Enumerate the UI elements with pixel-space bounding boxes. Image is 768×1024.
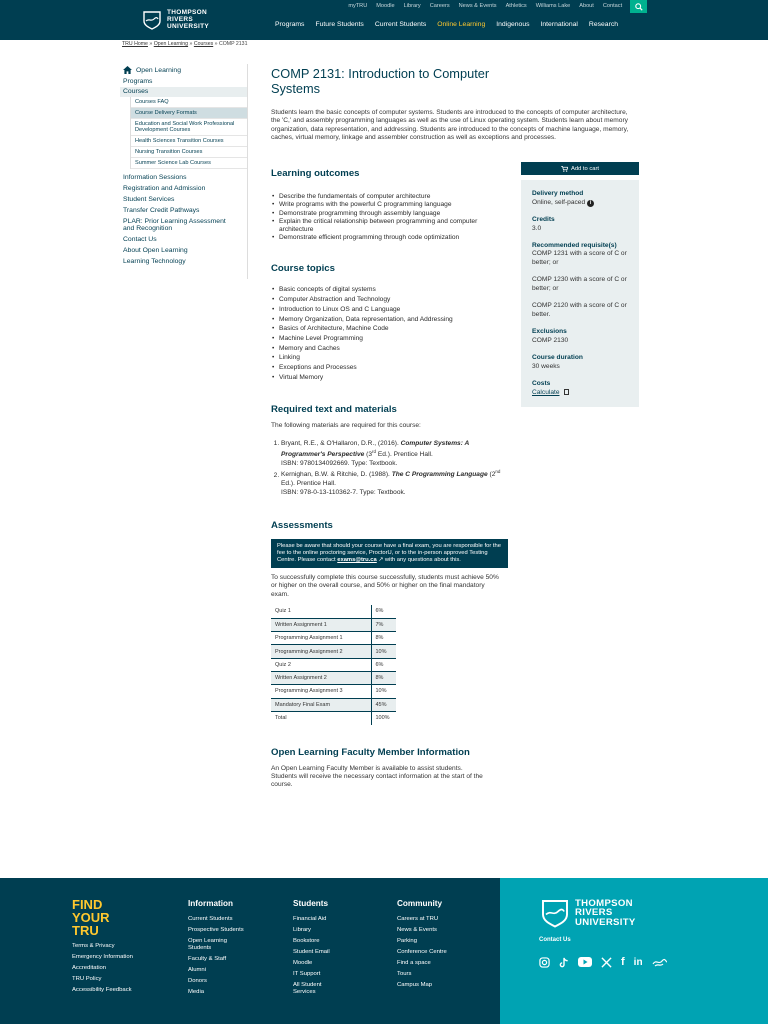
footer-link-policy[interactable]: TRU Policy — [72, 976, 102, 982]
table-cell: Programming Assignment 1 — [271, 632, 371, 645]
sidebar-item-contact[interactable]: Contact Us — [123, 236, 157, 243]
course-details-card — [521, 180, 639, 407]
sidebar-nav — [120, 64, 248, 279]
material-1-isbn: ISBN: 9780134092669. Type: Textbook. — [281, 459, 398, 467]
util-link-contact[interactable]: Contact — [602, 3, 623, 9]
footer-link[interactable]: Conference Centre — [397, 949, 447, 955]
list-item: • Introduction to Linux OS and C Language — [271, 305, 511, 315]
util-link-news[interactable]: News & Events — [458, 3, 497, 9]
materials-list — [271, 440, 507, 497]
breadcrumb-open-learning[interactable]: Open Learning — [153, 41, 189, 47]
tru-shield-icon — [540, 898, 570, 928]
material-2-authors: Kernighan, B.W. & Ritchie, D. (1988). — [281, 471, 392, 479]
find-your-tru[interactable] — [72, 898, 110, 937]
material-2-title: The C Programming Language — [391, 471, 488, 479]
util-link-athletics[interactable]: Athletics — [505, 3, 527, 9]
table-cell: Written Assignment 2 — [271, 671, 371, 684]
table-cell: 6% — [371, 658, 396, 671]
list-item: • Memory Organization, Data representation, and Addressing — [271, 315, 511, 325]
footer-link-accessibility[interactable]: Accessibility Feedback — [72, 987, 132, 993]
material-item — [281, 440, 507, 469]
sidebar-item-courses[interactable]: Courses — [120, 87, 247, 97]
page-title: COMP 2131: Introduction to Computer Systems — [271, 66, 490, 96]
tru-logo[interactable] — [142, 9, 209, 30]
delivery-method-text: Online, self-paced — [532, 199, 586, 206]
table-cell: 8% — [371, 632, 396, 645]
sidebar-item-about[interactable]: About Open Learning — [123, 247, 188, 254]
material-2-sup: nd — [495, 469, 501, 475]
utility-nav — [339, 3, 647, 9]
materials-intro: The following materials are required for this course: — [271, 422, 421, 430]
footer-heading: Students — [293, 899, 329, 908]
nav-indigenous[interactable]: Indigenous — [496, 21, 530, 28]
sidebar-list — [120, 172, 247, 267]
util-link-careers[interactable]: Careers — [429, 3, 450, 9]
footer-link[interactable]: Media — [188, 989, 205, 995]
footer-link[interactable]: IT Support — [293, 971, 321, 977]
table-cell: Total — [275, 715, 287, 722]
tiktok-icon[interactable] — [559, 957, 569, 968]
logo-line-3: UNIVERSITY — [575, 916, 636, 928]
footer-link-terms[interactable]: Terms & Privacy — [72, 943, 115, 949]
credits-label: Credits — [532, 216, 555, 223]
add-to-cart-button[interactable] — [521, 162, 639, 175]
table-row — [271, 671, 396, 684]
footer-heading: Information — [188, 899, 234, 908]
util-link-moodle[interactable]: Moodle — [376, 3, 395, 9]
faculty-text: An Open Learning Faculty Member is available to assist students. Students will receive the necessary contact information at the start of the course. — [271, 764, 483, 789]
sidebar-sub-courses-faq[interactable]: Courses FAQ — [131, 97, 247, 108]
sidebar-item-programs[interactable]: Programs — [123, 78, 153, 85]
sidebar-item-learning-tech[interactable]: Learning Technology — [123, 258, 186, 265]
info-icon[interactable]: i — [587, 200, 594, 207]
table-row — [271, 685, 396, 698]
material-1-edition: (3 — [364, 451, 373, 459]
util-link-mytru[interactable]: myTRU — [348, 3, 368, 9]
material-1-authors: Bryant, R.E., & O'Hallaron, D.R., (2016). — [281, 439, 401, 447]
delivery-method-label: Delivery method — [532, 190, 584, 197]
exclusions-value: COMP 2130 — [532, 337, 569, 344]
notice-text-end: with any questions about this. — [383, 557, 461, 564]
footer-link[interactable]: Parking — [397, 938, 417, 944]
course-intro: Students learn the basic concepts of computer systems. Students are introduced to the concepts of computer architecture, the 'C,' and assembly programming languages as well as the use of Linux operating system. Students learn about memory organization, data representation, and addressing. Students are introduced to the concepts of machine language, memory, caches, virtual memory, linkage and assembler construction as well as exceptions and processes. — [271, 109, 629, 141]
find-line-3: TRU — [72, 923, 99, 938]
nav-research[interactable]: Research — [588, 21, 619, 28]
search-icon — [635, 3, 643, 11]
nav-online-learning[interactable]: Online Learning — [437, 21, 486, 28]
util-link-about[interactable]: About — [579, 3, 594, 9]
logo-line-3: UNIVERSITY — [167, 23, 210, 30]
sidebar-item-registration[interactable]: Registration and Admission — [123, 185, 206, 192]
sidebar-item-plar[interactable]: PLAR: Prior Learning Assessment and Recognition — [123, 218, 226, 232]
nav-current-students[interactable]: Current Students — [374, 21, 427, 28]
logo-line-1: THOMPSON — [575, 897, 633, 909]
breadcrumb-sep: » — [214, 41, 218, 47]
table-row — [271, 632, 396, 645]
topics-list — [271, 285, 511, 382]
breadcrumb — [122, 41, 247, 47]
footer-links — [72, 941, 133, 996]
table-cell: Programming Assignment 2 — [271, 645, 371, 658]
notice-text: Please be aware that should your course have a final exam, you are responsible for the fee to the online proctoring service, ProctorU, or to the in-person approved Testing Centre. Please contact — [277, 543, 501, 564]
footer-link[interactable]: Library — [293, 927, 312, 933]
footer-link[interactable]: Bookstore — [293, 938, 320, 944]
footer-link[interactable]: Tours — [397, 971, 412, 977]
table-cell: Written Assignment 1 — [271, 618, 371, 631]
external-link-icon: ↗ — [376, 557, 384, 564]
list-item: • Basics of Architecture, Machine Code — [271, 324, 511, 334]
table-row — [271, 618, 396, 631]
footer-link[interactable]: All Student Services — [293, 982, 322, 995]
sidebar-item-info-sessions[interactable]: Information Sessions — [123, 174, 187, 181]
instagram-icon[interactable] — [539, 957, 550, 968]
sidebar-home[interactable] — [120, 64, 247, 76]
footer-heading: Community — [397, 899, 443, 908]
material-1-publisher: Ed.). Prentice Hall. — [376, 451, 433, 459]
footer-link[interactable]: Faculty & Staff — [188, 956, 227, 962]
table-cell: Quiz 1 — [271, 605, 371, 618]
x-icon[interactable] — [601, 957, 612, 968]
list-item: • Linking — [271, 353, 511, 363]
table-cell: Programming Assignment 3 — [271, 685, 371, 698]
footer-col-students — [293, 899, 343, 1000]
cart-icon — [561, 166, 568, 172]
table-row — [271, 698, 396, 711]
footer-link[interactable]: Campus Map — [397, 982, 433, 988]
youtube-icon[interactable] — [578, 957, 592, 967]
footer-col-community — [397, 899, 477, 993]
exclusions-label: Exclusions — [532, 328, 567, 335]
table-cell: 8% — [371, 671, 396, 684]
calculate-link[interactable]: Calculate — [532, 389, 560, 396]
faculty-heading: Open Learning Faculty Member Information — [271, 746, 470, 758]
list-item: • Describe the fundamentals of computer architecture — [271, 193, 511, 201]
sidebar-sub-science-lab[interactable]: Summer Science Lab Courses — [131, 158, 247, 169]
material-1-title: Computer Systems: A Programmer's Perspective — [281, 439, 470, 459]
course-info-panel — [521, 162, 639, 407]
nav-programs[interactable]: Programs — [275, 21, 305, 28]
footer-link[interactable]: Prospective Students — [188, 927, 244, 933]
list-item: • Exceptions and Processes — [271, 363, 511, 373]
footer-link[interactable]: Careers at TRU — [397, 916, 439, 922]
table-row — [271, 658, 396, 671]
table-cell: 45% — [371, 698, 396, 711]
table-cell: 100% — [371, 711, 396, 724]
table-row — [271, 605, 396, 618]
home-icon — [123, 66, 132, 74]
sidebar-sub-education[interactable]: Education and Social Work Professional Development Courses — [131, 119, 247, 136]
duration-value: 30 weeks — [532, 363, 560, 370]
nav-future-students[interactable]: Future Students — [315, 21, 364, 28]
footer-link[interactable]: Find a space — [397, 960, 431, 966]
material-2-edition: (2 — [487, 471, 496, 479]
table-cell: Mandatory Final Exam — [271, 698, 371, 711]
logo-line-2: RIVERS — [575, 907, 613, 919]
site-footer — [0, 878, 500, 1024]
table-cell: 6% — [371, 605, 396, 618]
requisite-item: COMP 1230 with a score of C or better; or — [532, 276, 627, 292]
social-links — [539, 956, 668, 968]
requisites-label: Recommended requisite(s) — [532, 242, 617, 249]
sidebar-item-transfer-credit[interactable]: Transfer Credit Pathways — [123, 207, 200, 214]
requisite-item: COMP 2120 with a score of C or better. — [532, 302, 627, 318]
table-row — [271, 645, 396, 658]
sidebar-sub-health[interactable]: Health Sciences Transition Courses — [131, 136, 247, 147]
list-item: • Computer Abstraction and Technology — [271, 295, 511, 305]
breadcrumb-courses[interactable]: Courses — [193, 41, 214, 47]
facebook-icon[interactable]: f — [621, 956, 625, 968]
exam-fee-notice — [271, 539, 508, 568]
list-item: • Memory and Caches — [271, 344, 511, 354]
find-line-2: YOUR — [72, 910, 110, 925]
materials-heading: Required text and materials — [271, 404, 397, 416]
footer-link[interactable]: Moodle — [293, 960, 313, 966]
list-item: • Demonstrate programming through assembly language — [271, 210, 511, 218]
table-cell: Quiz 2 — [271, 658, 371, 671]
list-item: • Basic concepts of digital systems — [271, 285, 511, 295]
sidebar-sub-delivery-formats[interactable]: Course Delivery Formats — [131, 108, 247, 119]
logo-line-2: RIVERS — [167, 16, 194, 23]
costs-value — [532, 388, 631, 397]
footer-link-accreditation[interactable]: Accreditation — [72, 965, 107, 971]
util-link-library[interactable]: Library — [403, 3, 421, 9]
duration-label: Course duration — [532, 354, 583, 361]
sidebar-subnav — [130, 97, 247, 169]
main-nav — [275, 21, 629, 28]
list-item: • Machine Level Programming — [271, 334, 511, 344]
requisite-item: COMP 1231 with a score of C or better; or — [532, 250, 627, 266]
credits-value: 3.0 — [532, 225, 542, 232]
sidebar-sub-nursing[interactable]: Nursing Transition Courses — [131, 147, 247, 158]
footer-link[interactable]: Donors — [188, 978, 207, 984]
delivery-method-value — [532, 198, 631, 207]
exams-email-link[interactable]: exams@tru.ca — [337, 557, 377, 564]
assessment-text: To successfully complete this course successfully, students must achieve 50% or higher on the overall course, and 50% or higher on the final mandatory exam. — [271, 574, 499, 598]
util-link-williams-lake[interactable]: Williams Lake — [535, 3, 571, 9]
table-cell: 10% — [371, 645, 396, 658]
outcomes-heading: Learning outcomes — [271, 168, 360, 180]
assessments-heading: Assessments — [271, 520, 333, 532]
footer-brand-panel — [500, 878, 768, 1024]
footer-link[interactable]: Financial Aid — [293, 916, 327, 922]
breadcrumb-sep: » — [189, 41, 193, 47]
list-item: • Write programs with the powerful C programming language — [271, 201, 511, 209]
footer-link[interactable]: Open Learning Students — [188, 938, 227, 951]
material-1-sup: rd — [372, 449, 377, 455]
breadcrumb-tru-home[interactable]: TRU Home — [122, 41, 148, 47]
footer-link[interactable]: Alumni — [188, 967, 207, 973]
footer-link[interactable]: News & Events — [397, 927, 437, 933]
assessment-table — [271, 605, 396, 725]
calculator-icon — [564, 389, 569, 395]
outcomes-list — [271, 193, 511, 242]
tru-shield-icon — [142, 10, 162, 30]
tru-wave-icon[interactable] — [652, 957, 668, 967]
topics-heading: Course topics — [271, 263, 335, 275]
site-header — [0, 0, 768, 40]
footer-col-information — [188, 899, 248, 1000]
footer-link[interactable]: Student Email — [293, 949, 330, 955]
linkedin-icon[interactable]: in — [633, 956, 643, 968]
logo-line-1: THOMPSON — [167, 9, 207, 16]
find-line-1: FIND — [72, 897, 103, 912]
list-item: • Demonstrate efficient programming through code optimization — [271, 234, 511, 242]
list-item: • Virtual Memory — [271, 373, 511, 383]
table-cell: 7% — [371, 618, 396, 631]
breadcrumb-sep: » — [149, 41, 153, 47]
breadcrumb-current: COMP 2131 — [219, 41, 248, 47]
costs-label: Costs — [532, 380, 551, 387]
table-row — [271, 711, 396, 724]
search-button[interactable] — [630, 0, 647, 13]
add-to-cart-label: Add to cart — [570, 165, 600, 172]
list-item: • Explain the critical relationship between programming and computer architecture — [271, 218, 511, 234]
table-cell: 10% — [371, 685, 396, 698]
sidebar-item-student-services[interactable]: Student Services — [123, 196, 175, 203]
sidebar-home-label: Open Learning — [136, 66, 181, 74]
nav-international[interactable]: International — [540, 21, 578, 28]
material-2-isbn: ISBN: 978-0-13-110362-7. Type: Textbook. — [281, 488, 406, 496]
material-item — [281, 468, 507, 497]
contact-us-link[interactable]: Contact Us — [539, 937, 571, 943]
footer-tru-logo[interactable] — [540, 898, 636, 928]
footer-link-emergency[interactable]: Emergency Information — [72, 954, 133, 960]
material-2-publisher: Ed.). Prentice Hall. — [281, 480, 336, 488]
footer-link[interactable]: Current Students — [188, 916, 233, 922]
